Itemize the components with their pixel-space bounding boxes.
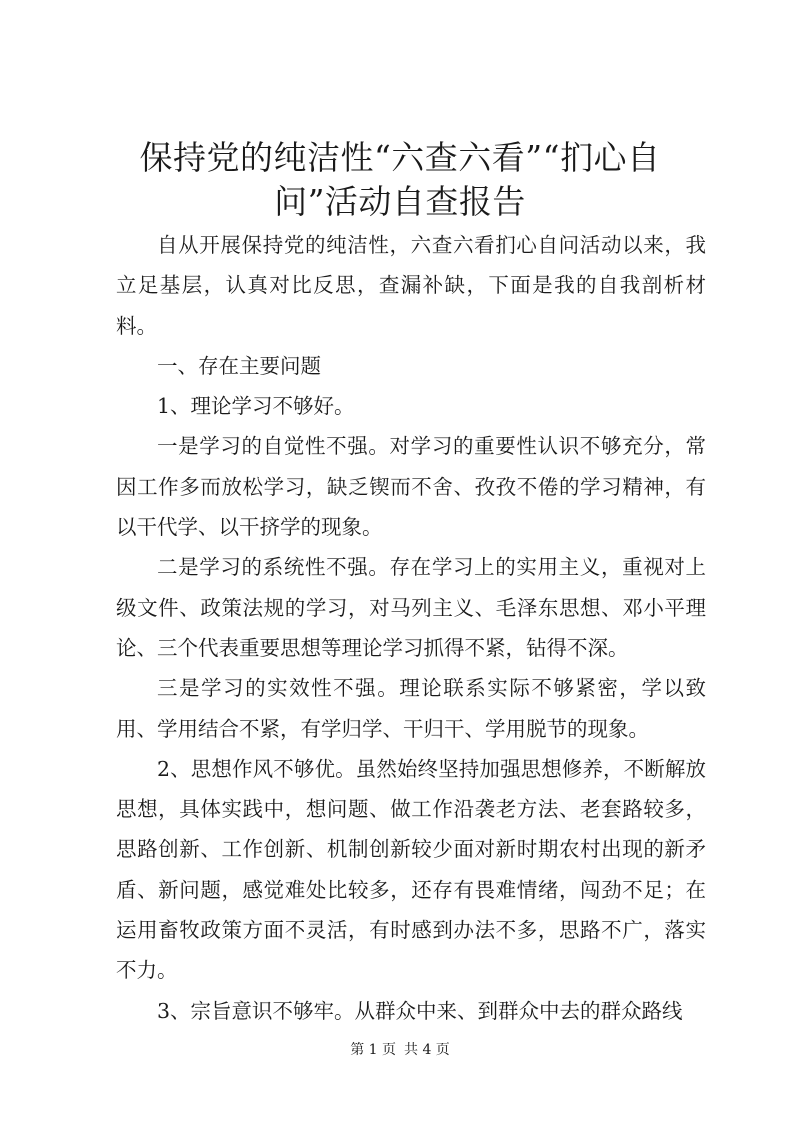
section-heading-main-problems: 一、存在主要问题	[157, 353, 321, 378]
paragraph-point-two: 二是学习的系统性不强。存在学习上的实用主义，重视对上级文件、政策法规的学习，对马列主义、毛泽东思想、邓小平理论、三个代表重要思想等理论学习抓得不紧，钻得不深。	[116, 555, 706, 660]
page-total: 共 4 页	[404, 1042, 450, 1058]
document-title: 保持党的纯洁性“六查六看”“扪心自问”活动自查报告	[139, 138, 661, 221]
subheading-theory-study: 1、理论学习不够好。	[157, 394, 355, 419]
paragraph-point-one: 一是学习的自觉性不强。对学习的重要性认识不够充分，常因工作多而放松学习，缺乏锲而不舍、孜孜不倦的学习精神，有以干代学、以干挤学的现象。	[116, 434, 706, 540]
paragraph-intro: 自从开展保持党的纯洁性，六查六看扪心自问活动以来，我立足基层，认真对比反思，查漏补缺，下面是我的自我剖析材料。	[116, 233, 706, 338]
paragraph-purpose-awareness: 3、宗旨意识不够牢。从群众中来、到群众中去的群众路线	[157, 998, 683, 1023]
page-number: 第 1 页	[350, 1042, 396, 1058]
page-footer	[0, 1040, 800, 1060]
paragraph-point-three: 三是学习的实效性不强。理论联系实际不够紧密，学以致用、学用结合不紧，有学归学、干归干、学用脱节的现象。	[116, 676, 706, 741]
document-body	[116, 225, 706, 1031]
paragraph-thinking-style: 2、思想作风不够优。虽然始终坚持加强思想修养，不断解放思想，具体实践中，想问题、做工作沿袭老方法、老套路较多，思路创新、工作创新、机制创新较少面对新时期农村出现的新矛盾、新问题，感觉难处比较多，还存有畏难情绪，闯劲不足；在运用畜牧政策方面不灵活，有时感到办法不多，思路不广，落实不力。	[116, 756, 706, 983]
